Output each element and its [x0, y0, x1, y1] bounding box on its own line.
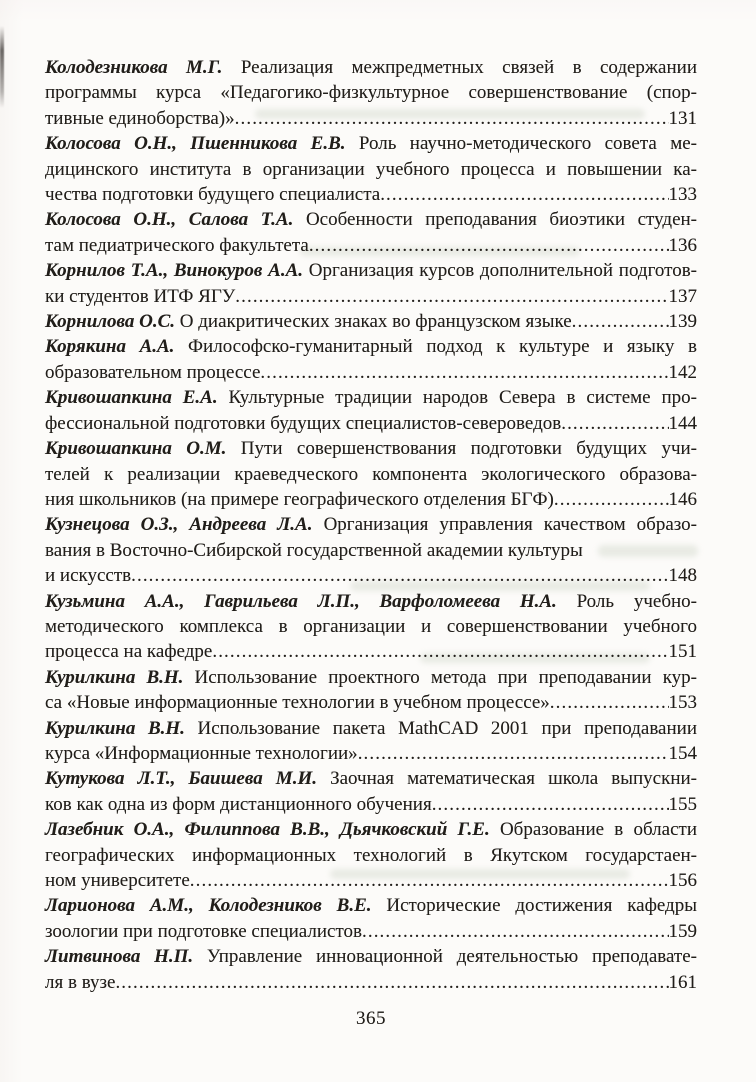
entry-line: Корнилов Т.А., Винокуров А.А. Организация курсов дополнительной подготов-: [45, 260, 697, 282]
entry-line: Колодезникова М.Г. Реализация межпредметных связей в содержании: [45, 57, 697, 78]
entry-title-text: образовательном процессе: [45, 361, 261, 383]
entry-title-text: фессиональной подготовки будущих специалистов-североведов: [45, 412, 562, 434]
toc-entry: [45, 716, 697, 767]
toc-entry: [45, 665, 697, 716]
dot-leader: [550, 690, 669, 715]
dot-leader: [115, 970, 668, 995]
entry-title-text: зоологии при подготовке специалистов: [45, 920, 362, 942]
entry-line-last: [45, 639, 697, 664]
entry-authors: Кутукова Л.Т., Баишева М.И.: [45, 768, 331, 790]
entry-line-last: [45, 233, 697, 258]
toc-entry: [45, 817, 697, 893]
entry-line-last: [45, 106, 697, 131]
entry-page-number: 142: [668, 361, 697, 383]
entry-page-number: 136: [668, 234, 697, 256]
entry-authors: Кривошапкина Е.А.: [45, 387, 229, 409]
entry-title-text: курса «Информационные технологии»: [45, 742, 358, 764]
entry-line: Колосова О.Н., Пшенникова Е.В. Роль научно-методического совета ме-: [45, 133, 697, 155]
entry-page-number: 133: [668, 184, 697, 206]
entry-page-number: 156: [668, 870, 697, 891]
entry-line-last: [45, 563, 697, 588]
entry-page-number: 137: [668, 285, 697, 307]
entry-page-number: 161: [668, 971, 697, 993]
dot-leader: [554, 487, 669, 512]
toc-content: [45, 55, 697, 1031]
entry-line: Кузьмина А.А., Гаврильева Л.П., Варфоломеева Н.А. Роль учебно-: [45, 590, 697, 612]
entry-line-last: [45, 284, 697, 309]
entry-line: Кутукова Л.Т., Баишева М.И. Заочная математическая школа выпускни-: [45, 768, 697, 790]
entry-line: Корякина А.А. Философско-гуманитарный подход к культуре и языку в: [45, 336, 697, 358]
dot-leader: [212, 639, 668, 664]
entry-title-text: ля в вузе: [45, 971, 116, 993]
entry-title-text: чества подготовки будущего специалиста: [45, 184, 381, 206]
page-number-footer: 365: [356, 1008, 386, 1030]
dot-leader: [572, 309, 669, 334]
entry-authors: Корнилова О.С.: [45, 311, 180, 333]
entry-line-last: [45, 690, 697, 715]
toc-entry: [45, 207, 697, 258]
entry-authors: Колосова О.Н., Пшенникова Е.В.: [45, 133, 359, 155]
entry-title-text: процесса на кафедре: [45, 641, 213, 663]
dot-leader: [362, 919, 669, 944]
toc-entries: [45, 55, 697, 995]
entry-line: Лазебник О.А., Филиппова В.В., Дьячковский Г.Е. Образование в области: [45, 819, 697, 841]
entry-line-last: [45, 741, 697, 766]
dot-leader: [358, 741, 669, 766]
entry-title-text: ки студентов ИТФ ЯГУ: [45, 285, 236, 307]
dot-leader: [561, 411, 668, 436]
entry-line-last: [45, 487, 697, 512]
entry-authors: Лазебник О.А., Филиппова В.В., Дьячковский Г.Е.: [45, 819, 500, 841]
entry-authors: Кривошапкина О.М.: [45, 438, 241, 460]
entry-authors: Корнилов Т.А., Винокуров А.А.: [45, 260, 309, 282]
scan-edge-artifact: [0, 26, 4, 108]
toc-entry: [45, 589, 697, 665]
entry-title-text: ния школьников (на примере географического отделения БГФ): [45, 488, 554, 510]
dot-leader: [432, 792, 669, 817]
toc-entry: [45, 55, 697, 131]
entry-line: географических информационных технологий в Якутском государстаен-: [45, 844, 697, 866]
entry-title-text: тивные единоборства)»: [45, 107, 235, 129]
entry-authors: Кузнецова О.З., Андреева Л.А.: [45, 514, 324, 536]
entry-page-number: 155: [668, 793, 697, 815]
toc-entry: [45, 309, 697, 334]
toc-entry: [45, 258, 697, 309]
entry-authors: Курилкина В.Н.: [45, 717, 198, 739]
toc-entry: [45, 385, 697, 436]
entry-title-text: и искусств: [45, 565, 132, 587]
entry-title-text: са «Новые информационные технологии в учебном процессе»: [45, 692, 550, 714]
entry-line-last: [45, 970, 697, 995]
entry-line: Кривошапкина Е.А. Культурные традиции народов Севера в системе про-: [45, 387, 697, 409]
toc-entry: [45, 334, 697, 385]
dot-leader: [235, 284, 668, 309]
entry-page-number: 151: [668, 641, 697, 663]
dot-leader: [309, 233, 669, 258]
entry-line-last: [45, 182, 697, 207]
entry-authors: Кузьмина А.А., Гаврильева Л.П., Варфоломеева Н.А.: [45, 590, 577, 612]
entry-page-number: 154: [668, 742, 697, 764]
entry-line: телей к реализации краеведческого компонента экологического образова-: [45, 463, 697, 485]
entry-page-number: 146: [668, 488, 697, 510]
entry-page-number: 153: [668, 692, 697, 714]
entry-title-text: ков как одна из форм дистанционного обучения: [45, 793, 432, 815]
toc-entry: [45, 436, 697, 512]
entry-authors: Ларионова А.М., Колодезников В.Е.: [45, 895, 387, 917]
entry-authors: Колосова О.Н., Салова Т.А.: [45, 209, 306, 231]
entry-line-last: [45, 360, 697, 385]
entry-line: Курилкина В.Н. Использование пакета MathCAD 2001 при преподавании: [45, 717, 697, 739]
entry-line: методического комплекса в организации и совершенствовании учебного: [45, 615, 697, 637]
entry-title-text: там педиатрического факультета: [45, 234, 309, 256]
entry-line: Курилкина В.Н. Использование проектного метода при преподавании кур-: [45, 666, 697, 688]
entry-line: Кузнецова О.З., Андреева Л.А. Организация управления качеством образо-: [45, 514, 698, 536]
entry-line: Колосова О.Н., Салова Т.А. Особенности преподавания биоэтики студен-: [45, 209, 697, 231]
entry-authors: Курилкина В.Н.: [45, 666, 195, 688]
entry-line: Ларионова А.М., Колодезников В.Е. Исторические достижения кафедры: [45, 895, 697, 917]
entry-title-text: ном университете: [45, 870, 190, 891]
dot-leader: [380, 182, 668, 207]
entry-page-number: 144: [668, 412, 697, 434]
toc-entry: [45, 512, 697, 588]
toc-entry: [45, 944, 697, 995]
entry-page-number: 139: [668, 311, 697, 333]
entry-title-text: Корнилова О.С. О диакритических знаках во французском языке: [45, 311, 572, 333]
entry-page-number: 131: [668, 107, 697, 129]
dot-leader: [235, 106, 669, 131]
entry-line: программы курса «Педагогико-физкультурное совершенствование (спор-: [45, 82, 697, 104]
entry-line-last: [45, 919, 697, 944]
entry-authors: Корякина А.А.: [45, 336, 189, 358]
dot-leader: [190, 868, 669, 893]
entry-line: дицинского института в организации учебного процесса и повышении ка-: [45, 158, 697, 180]
entry-line: Литвинова Н.П. Управление инновационной деятельностью преподавате-: [45, 946, 697, 968]
toc-entry: [45, 766, 697, 817]
toc-entry: [45, 131, 697, 207]
dot-leader: [131, 563, 668, 588]
entry-line-last: [45, 411, 697, 436]
toc-entry: [45, 893, 697, 944]
entry-page-number: 148: [668, 565, 697, 587]
entry-line: Кривошапкина О.М. Пути совершенствования подготовки будущих учи-: [45, 438, 697, 460]
entry-line-last: [45, 792, 697, 817]
entry-line: вания в Восточно-Сибирской государственной академии культуры: [45, 539, 583, 561]
entry-authors: Литвинова Н.П.: [45, 946, 207, 968]
entry-line-last: [45, 868, 697, 893]
dot-leader: [260, 360, 668, 385]
entry-page-number: 159: [668, 920, 697, 942]
entry-authors: Колодезникова М.Г.: [45, 57, 241, 78]
entry-line-last: [45, 309, 697, 334]
